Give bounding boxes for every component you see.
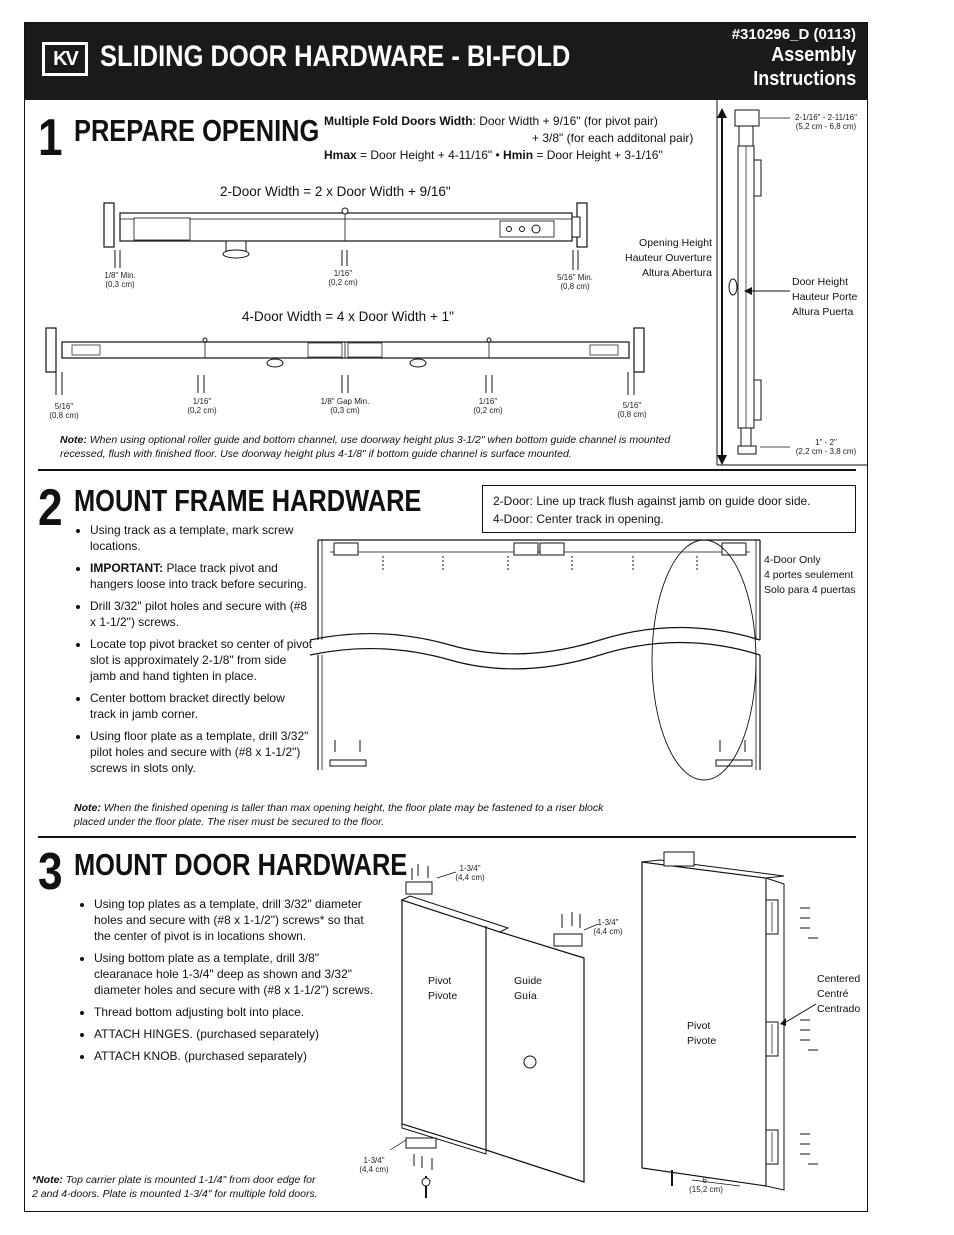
dim-c-line2: (4,4 cm) xyxy=(359,1165,389,1174)
four-door-width-label: 4-Door Width = 4 x Door Width + 1" xyxy=(242,309,454,324)
centered-fr: Centré xyxy=(817,988,849,1000)
dim4-e-line1: 5/16" xyxy=(622,401,642,410)
step3-title: MOUNT DOOR HARDWARE xyxy=(74,847,408,882)
dim2-a-line2: (0,3 cm) xyxy=(105,280,135,289)
dim4-d-line2: (0,2 cm) xyxy=(473,406,503,415)
dim-b-line1: 1-3/4" xyxy=(597,918,619,927)
step3-bullet-1: • Using top plates as a template, drill 3/32" diameter holes and secure with (#8 x 1-1/2") screws* so that the center of pivot is in locations shown. xyxy=(94,896,374,944)
centered-es: Centrado xyxy=(817,1003,861,1015)
dim2-c-line2: (0,8 cm) xyxy=(560,282,590,291)
dim2-a-line1: 1/8" Min. xyxy=(104,271,136,280)
mf-label: Multiple Fold Doors Width xyxy=(324,114,473,128)
mf-text2: + 3/8" (for each additonal pair) xyxy=(532,131,694,145)
dim-a-line2: (4,4 cm) xyxy=(455,873,485,882)
dim-b-line2: (4,4 cm) xyxy=(593,927,623,936)
step1-title: PREPARE OPENING xyxy=(74,113,320,148)
subtitle-instructions: Instructions xyxy=(752,68,856,90)
step1-note-label: Note: xyxy=(60,434,87,446)
dim4-a-line1: 5/16" xyxy=(54,402,74,411)
door-height-en: Door Height xyxy=(792,276,849,288)
two-door-width-label: 2-Door Width = 2 x Door Width + 9/16" xyxy=(220,184,451,199)
dim-c-line1: 1-3/4" xyxy=(363,1156,385,1165)
dim4-c-line2: (0,3 cm) xyxy=(330,406,360,415)
pivot-en: Pivot xyxy=(428,975,452,987)
four-door-only-en: 4-Door Only xyxy=(764,554,821,566)
step3-bullet-5: • ATTACH KNOB. (purchased separately) xyxy=(94,1048,374,1064)
step2-note-text: When the finished opening is taller than max opening height, the floor plate may be fastened to a riser block xyxy=(100,802,604,814)
dim-d-line1: 6" xyxy=(702,1176,710,1185)
pivot-es: Pivote xyxy=(428,990,458,1002)
pivot-folded-es: Pivote xyxy=(687,1035,717,1047)
step2-bullet-3: • Drill 3/32" pilot holes and secure with (#8 x 1-1/2") screws. xyxy=(90,598,314,630)
dim4-d-line1: 1/16" xyxy=(478,397,498,406)
step1-note-text2: recessed, flush with finished floor. Use doorway height plus 4-1/8" if bottom guide channel is surface mounted. xyxy=(60,448,572,460)
step2-bullet-1: • Using track as a template, mark screw locations. xyxy=(90,522,314,554)
mf-text: : Door Width + 9/16" (for pivot pair) xyxy=(472,114,658,128)
guide-es: Guía xyxy=(514,990,537,1002)
step2-title: MOUNT FRAME HARDWARE xyxy=(74,483,422,518)
step2-note-text2: placed under the floor plate. The riser must be secured to the floor. xyxy=(74,816,385,828)
four-door-only-es: Solo para 4 puertas xyxy=(764,584,856,596)
hmin-label: Hmin xyxy=(503,148,534,162)
dim-six-inch xyxy=(684,1176,728,1194)
bot-dim-line1: 1" - 2" xyxy=(815,438,837,447)
top-dim-line1: 2-1/16" - 2-11/16" xyxy=(794,113,857,122)
dim-d-line2: (15,2 cm) xyxy=(689,1185,723,1194)
box-line-2door: 2-Door: Line up track flush against jamb on guide door side. xyxy=(493,494,811,508)
important-label: IMPORTANT: xyxy=(90,561,164,575)
step2-bullet-6: • Using floor plate as a template, drill 3/32" pilot holes and secure with (#8 x 1-1/2") screws in slots only. xyxy=(90,728,314,776)
step3-number: 3 xyxy=(38,843,63,901)
dim2-b-line1: 1/16" xyxy=(333,269,353,278)
hmax-label: Hmax xyxy=(324,148,357,162)
step3-bullet-4: • ATTACH HINGES. (purchased separately) xyxy=(94,1026,374,1042)
step1-note-text: When using optional roller guide and bottom channel, use doorway height plus 3-1/2" when bottom guide channel is mounted xyxy=(86,434,671,446)
centered-en: Centered xyxy=(817,973,861,985)
step3-note-text: Top carrier plate is mounted 1-1/4" from door edge for xyxy=(62,1174,316,1186)
dim4-e-line2: (0,8 cm) xyxy=(617,410,647,419)
dim4-c-line1: 1/8" Gap Min. xyxy=(320,397,370,406)
step1-number: 1 xyxy=(38,109,63,167)
top-dim-line2: (5,2 cm - 6,8 cm) xyxy=(795,122,857,131)
door-height-fr: Hauteur Porte xyxy=(792,291,858,303)
step3-bullet-3: • Thread bottom adjusting bolt into place. xyxy=(94,1004,374,1020)
pivot-folded-en: Pivot xyxy=(687,1020,711,1032)
dim4-a-line2: (0,8 cm) xyxy=(49,411,79,420)
step2-bullet-5: • Center bottom bracket directly below track in jamb corner. xyxy=(90,690,314,722)
four-door-only-fr: 4 portes seulement xyxy=(764,569,854,581)
guide-en: Guide xyxy=(514,975,543,987)
dim-a-line1: 1-3/4" xyxy=(459,864,481,873)
dim2-b-line2: (0,2 cm) xyxy=(328,278,358,287)
kv-logo: KV xyxy=(42,42,88,76)
important-text: Place track pivot and hangers loose into track before securing. xyxy=(90,561,307,591)
opening-height-en: Opening Height xyxy=(639,237,712,249)
step2-note-label: Note: xyxy=(74,802,101,814)
opening-height-es: Altura Abertura xyxy=(641,267,712,279)
door-height-es: Altura Puerta xyxy=(792,306,854,318)
step3-note-label: *Note: xyxy=(32,1174,63,1186)
step2-bullet-4: • Locate top pivot bracket so center of pivot slot is approximately 2-1/8" from side jamb and hand tighten in place. xyxy=(90,636,314,684)
document-title: SLIDING DOOR HARDWARE - BI-FOLD xyxy=(100,40,571,73)
step3-note-text2: 2 and 4-doors. Plate is mounted 1-3/4" for multiple fold doors. xyxy=(32,1188,318,1200)
document-code: #310296_D (0113) xyxy=(731,26,856,43)
box-line-4door: 4-Door: Center track in opening. xyxy=(493,512,664,526)
dim2-c-line1: 5/16" Min. xyxy=(557,273,593,282)
opening-height-fr: Hauteur Ouverture xyxy=(625,252,712,264)
dim4-b-line1: 1/16" xyxy=(192,397,212,406)
step3-note xyxy=(32,1173,352,1201)
bot-dim-line2: (2,2 cm - 3,8 cm) xyxy=(795,447,857,456)
step3-bullet-2: • Using bottom plate as a template, drill 3/8" clearanace hole 1-3/4" deep as shown and 3/32" diameter holes and secure with (#8 x 1-1/2") screws. xyxy=(94,950,374,998)
centered-label xyxy=(817,972,860,1017)
dim4-b-line2: (0,2 cm) xyxy=(187,406,217,415)
hmin-text: = Door Height + 3-1/16" xyxy=(533,148,663,162)
subtitle-assembly: Assembly xyxy=(770,44,856,66)
pivot-label-folded xyxy=(687,1019,716,1049)
step2-number: 2 xyxy=(38,479,63,537)
hmax-text: = Door Height + 4-11/16" • xyxy=(356,148,500,162)
